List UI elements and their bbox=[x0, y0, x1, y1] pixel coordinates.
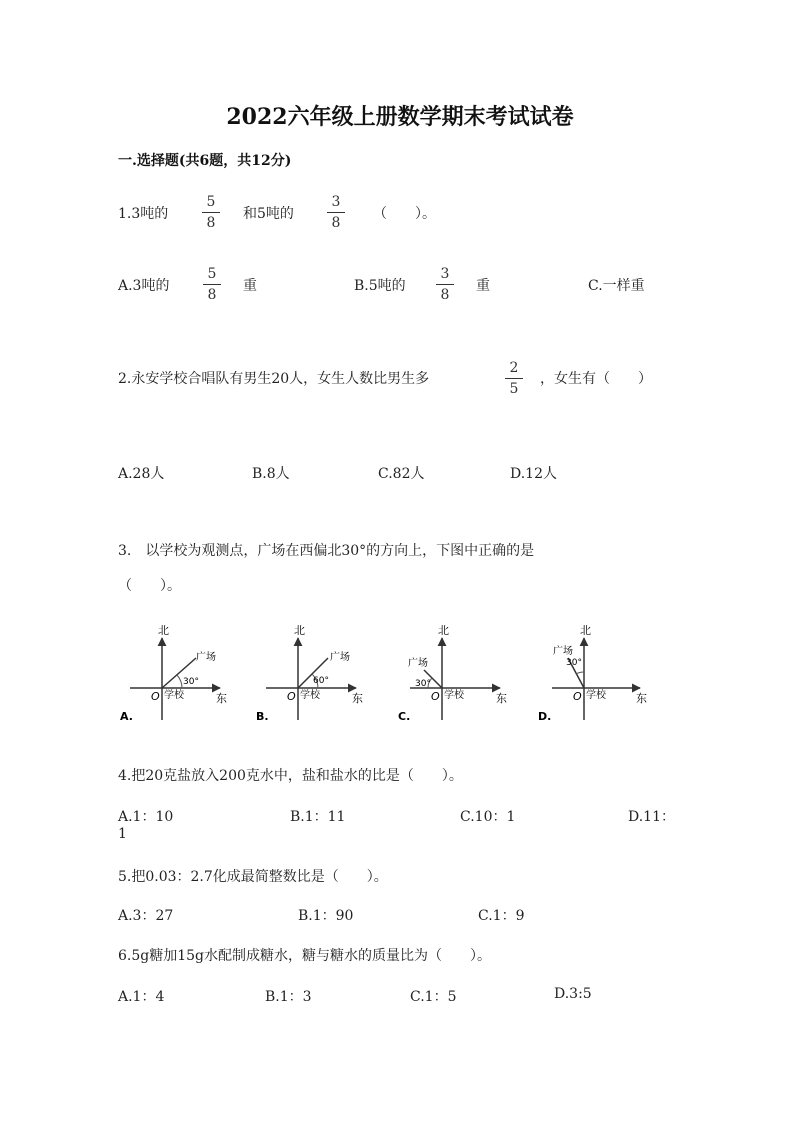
q4-option-d-wrap: 1 bbox=[118, 826, 127, 842]
fraction-denominator: 8 bbox=[206, 215, 216, 231]
origin-label: O bbox=[573, 690, 582, 703]
fraction-3-8 bbox=[327, 194, 345, 231]
q4-option-d: D.11： bbox=[628, 809, 675, 825]
east-label: 东 bbox=[636, 692, 647, 705]
q2-text-part2: ，女生有（ ） bbox=[540, 371, 652, 387]
fraction-5-8 bbox=[203, 266, 221, 303]
q2-option-a: A.28人 bbox=[118, 466, 165, 482]
fraction-5-8 bbox=[202, 194, 220, 231]
fraction-denominator: 8 bbox=[440, 287, 450, 303]
q6-option-d: D.3:5 bbox=[554, 986, 592, 1002]
fraction-numerator: 3 bbox=[436, 266, 454, 285]
q4-option-b: B.1：11 bbox=[290, 809, 346, 825]
origin-label: O bbox=[151, 690, 160, 703]
east-label: 东 bbox=[496, 692, 507, 705]
q2-option-b: B.8人 bbox=[252, 466, 290, 482]
fraction-denominator: 8 bbox=[331, 215, 341, 231]
angle-label: 30° bbox=[415, 679, 431, 689]
fraction-3-8 bbox=[436, 266, 454, 303]
angle-arc bbox=[576, 672, 584, 674]
option-letter-c: C. bbox=[398, 710, 411, 723]
fraction-denominator: 5 bbox=[509, 381, 519, 397]
school-label: 学校 bbox=[300, 690, 320, 701]
origin-label: O bbox=[431, 690, 440, 703]
q6-option-c: C.1：5 bbox=[410, 989, 457, 1005]
q1-option-b-label: B.5吨的 bbox=[354, 278, 406, 294]
origin-label: O bbox=[287, 690, 296, 703]
plaza-label: 广场 bbox=[408, 658, 428, 669]
q1-option-a-suffix: 重 bbox=[243, 278, 257, 294]
north-label: 北 bbox=[158, 624, 169, 637]
fraction-2-5 bbox=[505, 360, 523, 397]
east-label: 东 bbox=[216, 692, 227, 705]
angle-label: 30° bbox=[183, 677, 199, 687]
q5-option-a: A.3：27 bbox=[118, 908, 174, 924]
school-label: 学校 bbox=[164, 690, 184, 701]
north-label: 北 bbox=[580, 624, 591, 637]
angle-arc bbox=[177, 675, 182, 688]
q1-text-part2: 和5吨的 bbox=[243, 206, 294, 222]
north-label: 北 bbox=[438, 624, 449, 637]
diagram-option-d bbox=[538, 624, 647, 723]
fraction-numerator: 3 bbox=[327, 194, 345, 213]
fraction-numerator: 5 bbox=[202, 194, 220, 213]
q6-text: 6.5g糖加15g水配制成糖水，糖与糖水的质量比为（ ）。 bbox=[118, 948, 492, 964]
diagram-option-c bbox=[398, 624, 507, 723]
q6-option-a: A.1：4 bbox=[118, 989, 165, 1005]
angle-label: 60° bbox=[313, 676, 329, 686]
option-letter-a: A. bbox=[120, 710, 133, 723]
q2-text-part1: 2.永安学校合唱队有男生20人，女生人数比男生多 bbox=[118, 371, 430, 387]
direction-diagrams bbox=[110, 620, 670, 728]
school-label: 学校 bbox=[444, 690, 464, 701]
page-title: 2022六年级上册数学期末考试试卷 bbox=[226, 104, 574, 130]
north-label: 北 bbox=[294, 624, 305, 637]
q5-option-c: C.1：9 bbox=[478, 908, 525, 924]
option-letter-d: D. bbox=[538, 710, 552, 723]
q4-text: 4.把20克盐放入200克水中，盐和盐水的比是（ ）。 bbox=[118, 768, 463, 784]
fraction-numerator: 2 bbox=[505, 360, 523, 379]
fraction-numerator: 5 bbox=[203, 266, 221, 285]
q3-text-line2: （ ）。 bbox=[118, 578, 181, 594]
school-label: 学校 bbox=[586, 690, 606, 701]
plaza-label: 广场 bbox=[330, 652, 350, 663]
diagram-option-a bbox=[120, 624, 227, 723]
q1-option-a-label: A.3吨的 bbox=[118, 278, 170, 294]
q4-option-a: A.1：10 bbox=[118, 809, 174, 825]
plaza-label: 广场 bbox=[553, 646, 573, 657]
q1-answer-blank: （ ）。 bbox=[373, 206, 436, 222]
q3-text-line1: 3. 以学校为观测点，广场在西偏北30°的方向上，下图中正确的是 bbox=[118, 543, 535, 559]
q1-option-b-suffix: 重 bbox=[476, 278, 490, 294]
fraction-denominator: 8 bbox=[207, 287, 217, 303]
q5-option-b: B.1：90 bbox=[298, 908, 354, 924]
q6-option-b: B.1：3 bbox=[265, 989, 312, 1005]
q2-option-c: C.82人 bbox=[378, 466, 425, 482]
diagram-option-b bbox=[256, 624, 363, 723]
angle-label: 30° bbox=[566, 658, 582, 668]
option-letter-b: B. bbox=[256, 710, 269, 723]
section-heading: 一.选择题(共6题，共12分) bbox=[118, 153, 292, 169]
q4-option-c: C.10：1 bbox=[460, 809, 516, 825]
q1-option-c: C.一样重 bbox=[588, 278, 645, 294]
east-label: 东 bbox=[352, 692, 363, 705]
q5-text: 5.把0.03：2.7化成最简整数比是（ ）。 bbox=[118, 869, 388, 885]
plaza-label: 广场 bbox=[196, 652, 216, 663]
q1-text-part1: 1.3吨的 bbox=[118, 206, 169, 222]
q2-option-d: D.12人 bbox=[510, 466, 557, 482]
